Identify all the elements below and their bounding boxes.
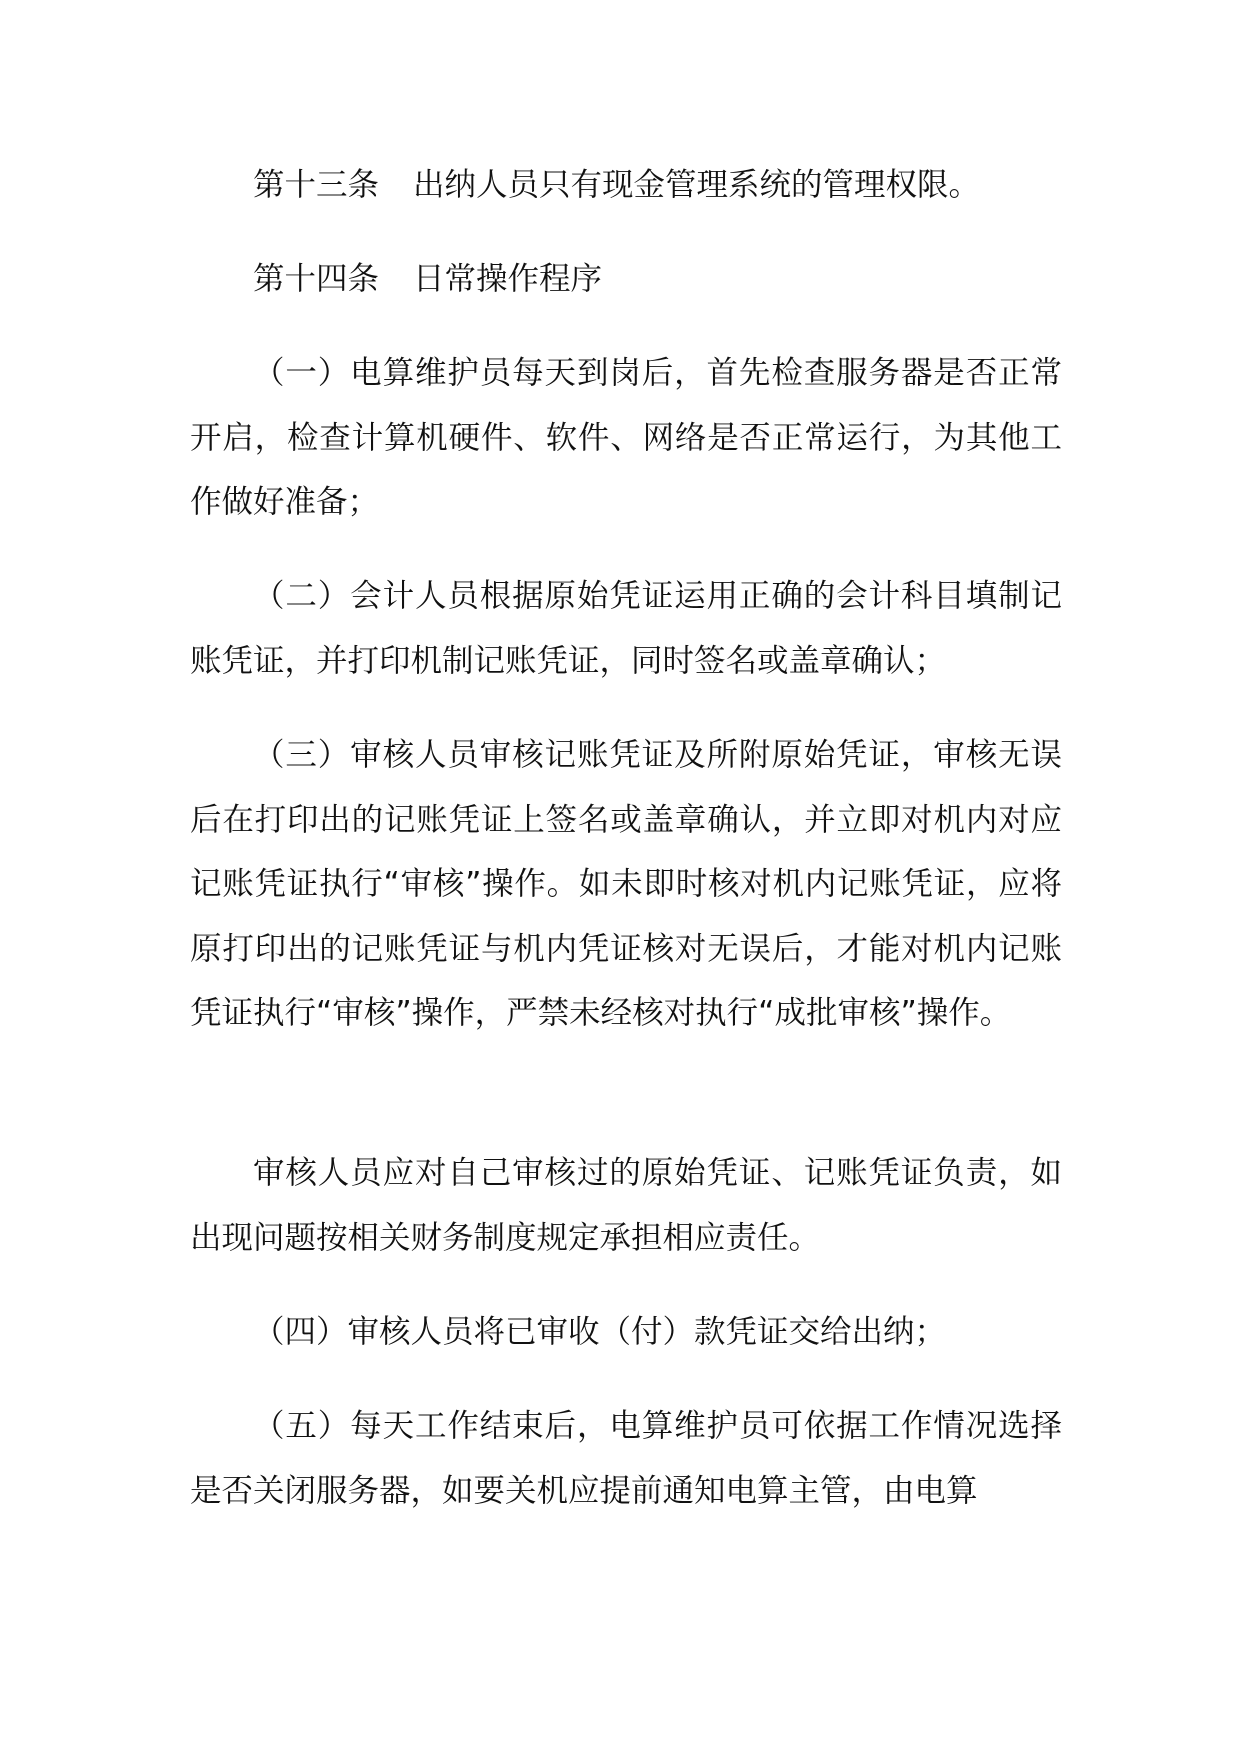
item-4-paragraph: （四）审核人员将已审收（付）款凭证交给出纳； bbox=[253, 1314, 947, 1350]
article-13-text: 出纳人员只有现金管理系统的管理权限。 bbox=[413, 167, 981, 203]
article-14-number: 第十四条 bbox=[253, 261, 380, 297]
reviewer-responsibility-paragraph: 审核人员应对自己审核过的原始凭证、记账凭证负责，如出现问题按相关财务制度规定承担相应责任。 bbox=[190, 1155, 1062, 1256]
item-1-paragraph: （一）电算维护员每天到岗后，首先检查服务器是否正常开启，检查计算机硬件、软件、网络是否正常运行，为其他工作做好准备； bbox=[190, 355, 1062, 520]
item-3-paragraph: （三）审核人员审核记账凭证及所附原始凭证，审核无误后在打印出的记账凭证上签名或盖章确认，并立即对机内对应记账凭证执行“审核”操作。如未即时核对机内记账凭证，应将原打印出的记账凭证与机内凭证核对无误后，才能对机内记账凭证执行“审核”操作，严禁未经核对执行“成批审核”操作。 bbox=[190, 737, 1062, 1031]
article-13-number: 第十三条 bbox=[253, 167, 380, 203]
article-14-text: 日常操作程序 bbox=[413, 261, 603, 297]
item-5-paragraph: （五）每天工作结束后，电算维护员可依据工作情况选择是否关闭服务器，如要关机应提前通知电算主管，由电算 bbox=[190, 1408, 1062, 1509]
item-2-paragraph: （二）会计人员根据原始凭证运用正确的会计科目填制记账凭证，并打印机制记账凭证，同时签名或盖章确认； bbox=[190, 578, 1062, 679]
article-13 bbox=[190, 153, 1062, 218]
article-14 bbox=[190, 247, 1062, 312]
